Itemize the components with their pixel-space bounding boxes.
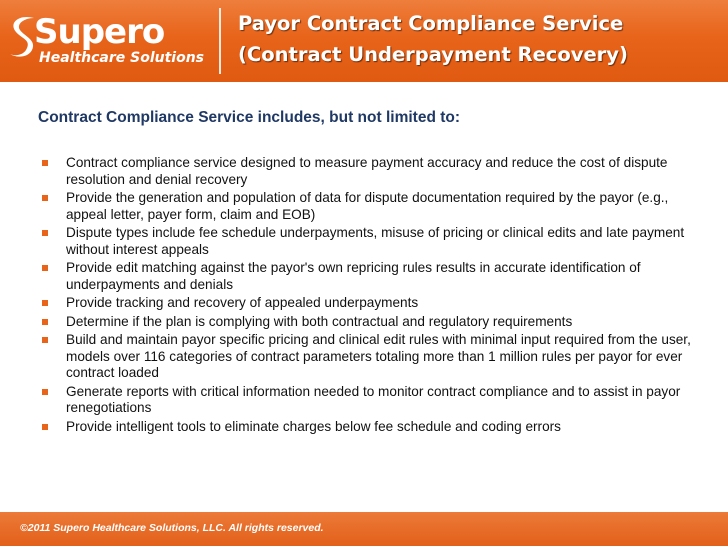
footer-bar — [0, 512, 728, 546]
list-item-text: Provide the generation and population of data for dispute documentation required by the payor (e.g., appeal letter, payer form, claim and EOB) — [66, 190, 669, 222]
list-item-text: Determine if the plan is complying with both contractual and regulatory requirements — [66, 313, 573, 329]
square-bullet-icon — [42, 195, 48, 201]
list-item — [38, 419, 708, 436]
list-item-text: Dispute types include fee schedule underpayments, misuse of pricing or clinical edits and late payment without interest appeals — [66, 225, 685, 257]
intro-heading: Contract Compliance Service includes, but not limited to: — [38, 109, 461, 126]
header-divider — [219, 8, 221, 74]
square-bullet-icon — [42, 389, 48, 395]
square-bullet-icon — [42, 160, 48, 166]
square-bullet-icon — [42, 265, 48, 271]
logo-tagline: Healthcare Solutions — [39, 50, 205, 66]
list-item — [38, 332, 708, 382]
bullet-list — [38, 155, 708, 437]
list-item — [38, 260, 708, 293]
list-item — [38, 190, 708, 223]
header-banner — [0, 0, 728, 82]
list-item — [38, 314, 708, 331]
list-item-text: Provide edit matching against the payor's own repricing rules results in accurate identification of underpayments and denials — [66, 260, 641, 292]
list-item-text: Provide tracking and recovery of appealed underpayments — [66, 295, 419, 310]
square-bullet-icon — [42, 319, 48, 325]
logo-wordmark: Supero — [34, 12, 165, 52]
list-item — [38, 384, 708, 417]
list-item — [38, 155, 708, 188]
copyright-text: ©2011 Supero Healthcare Solutions, LLC. All rights reserved. — [20, 522, 324, 534]
company-logo — [6, 8, 206, 76]
slide-title — [238, 8, 718, 70]
title-line-1: Payor Contract Compliance Service — [238, 12, 624, 35]
list-item-text: Contract compliance service designed to measure payment accuracy and reduce the cost of dispute resolution and denial recovery — [66, 155, 668, 187]
title-line-2: (Contract Underpayment Recovery) — [238, 43, 628, 66]
square-bullet-icon — [42, 300, 48, 306]
list-item — [38, 295, 708, 312]
list-item-text: Provide intelligent tools to eliminate charges below fee schedule and coding errors — [66, 418, 561, 434]
list-item — [38, 225, 708, 258]
square-bullet-icon — [42, 337, 48, 343]
list-item-text: Build and maintain payor specific pricing and clinical edit rules with minimal input required from the user, models over 116 categories of contract parameters totaling more than 1 million rules per payor for ever contract loaded — [66, 332, 691, 380]
list-item-text: Generate reports with critical information needed to monitor contract compliance and to assist in payor renegotiations — [66, 383, 681, 415]
square-bullet-icon — [42, 230, 48, 236]
square-bullet-icon — [42, 424, 48, 430]
